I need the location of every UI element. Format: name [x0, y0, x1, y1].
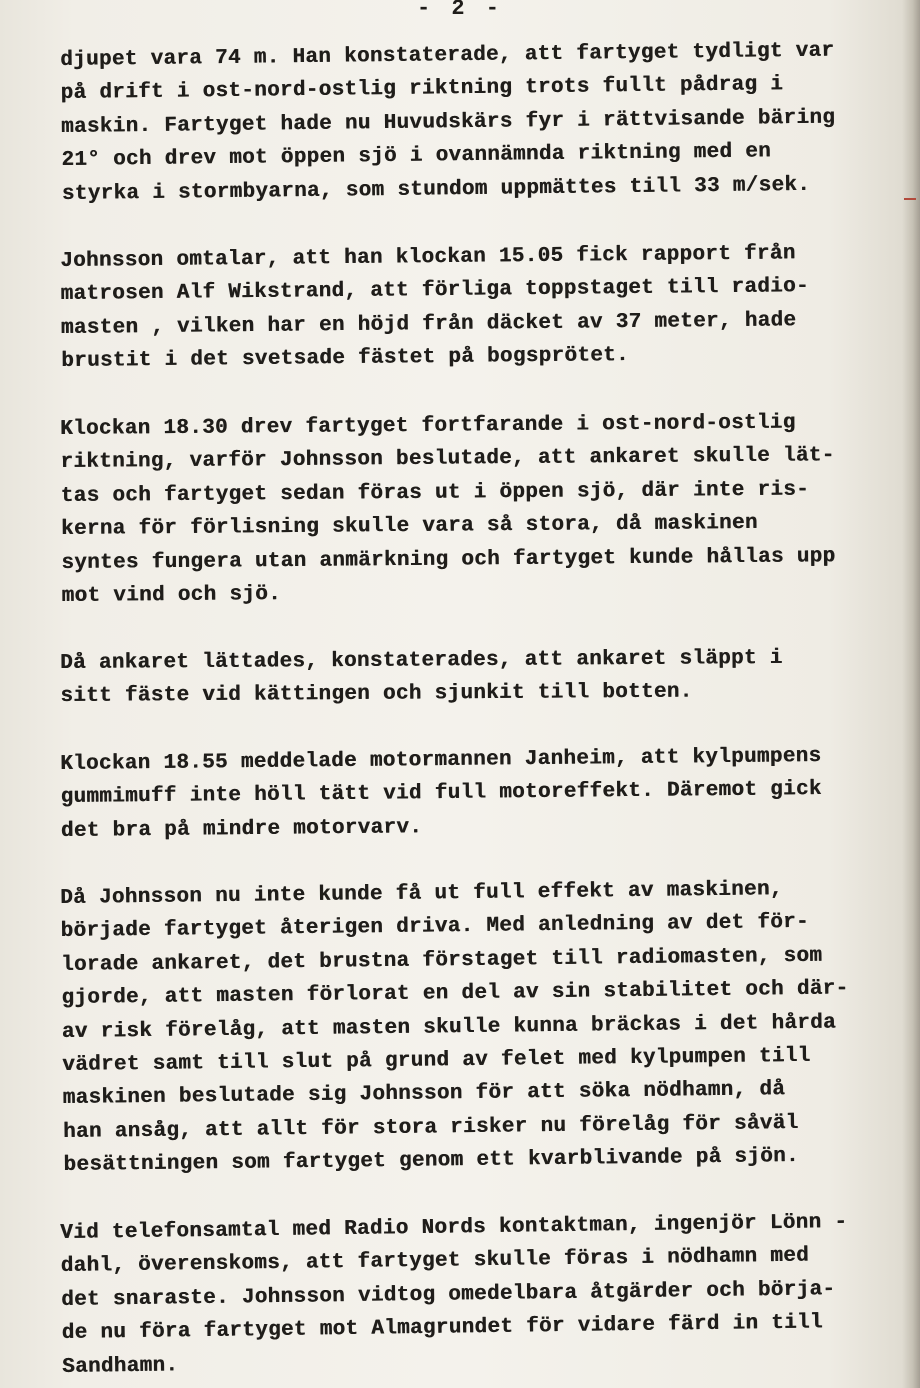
text-line: det snaraste. Johnsson vidtog omedelbara åtgärder och börja- — [61, 1277, 836, 1312]
text-line: började fartyget återigen driva. Med anledning av det för- — [60, 911, 810, 944]
page-number: - 2 - — [416, 0, 503, 21]
text-line: de nu föra fartyget mot Almagrundet för vidare färd in till — [61, 1311, 823, 1345]
text-line: djupet vara 74 m. Han konstaterade, att fartyget tydligt var — [60, 39, 835, 72]
document-body — [60, 39, 860, 1388]
margin-mark — [904, 198, 916, 200]
text-line: besättningen som fartyget genom ett kvarblivande på sjön. — [63, 1145, 799, 1178]
page-edge-shadow — [902, 0, 920, 1388]
text-line: vädret samt till slut på grund av felet med kylpumpen till — [62, 1045, 811, 1078]
paragraph-5 — [60, 740, 861, 849]
text-line: maskinen beslutade sig Johnsson för att söka nödhamn, då — [62, 1078, 786, 1111]
text-line: brustit i det svetsade fästet på bogsprötet. — [61, 344, 630, 374]
text-line: han ansåg, att allt för stora risker nu förelåg för såväl — [62, 1111, 799, 1144]
text-line: Då ankaret lättades, konstaterades, att ankaret släppt i — [60, 647, 783, 676]
paragraph-7 — [60, 1206, 862, 1384]
text-line: mot vind och sjö. — [61, 582, 282, 608]
text-line: matrosen Alf Wikstrand, att förliga toppstaget till radio- — [60, 275, 809, 307]
text-line: Klockan 18.30 drev fartyget fortfarande i ost-nord-ostlig — [60, 411, 796, 441]
text-line: tas och fartyget sedan föras ut i öppen sjö, där inte ris- — [60, 477, 810, 508]
text-line: det bra på mindre motorvarv. — [60, 815, 423, 843]
text-line: gummimuff inte höll tätt vid full motoreffekt. Däremot gick — [60, 778, 822, 810]
text-line: styrka i stormbyarna, som stundom uppmättes till 33 m/sek. — [61, 173, 811, 206]
text-line: lorade ankaret, det brustna förstaget till radiomasten, som — [60, 944, 823, 977]
paragraph-6 — [60, 872, 864, 1182]
text-line: Vid telefonsamtal med Radio Nords kontaktman, ingenjör Lönn - — [60, 1210, 848, 1245]
text-line: Klockan 18.55 meddelade motormannen Janheim, att kylpumpens — [60, 744, 822, 776]
text-line: riktning, varför Johnsson beslutade, att ankaret skulle lät- — [60, 444, 835, 475]
text-line: av risk förelåg, att masten skulle kunna bräckas i det hårda — [61, 1011, 837, 1044]
text-line: kerna för förlisning skulle vara så stora, då maskinen — [60, 511, 758, 541]
paragraph-4 — [60, 642, 860, 714]
text-line: på drift i ost-nord-ostlig riktning trots fullt pådrag i — [60, 73, 784, 106]
paragraph-2 — [60, 237, 861, 379]
text-line: maskin. Fartyget hade nu Huvudskärs fyr i rättvisande bäring — [60, 106, 836, 139]
text-line: dahl, överenskoms, att fartyget skulle föras i nödhamn med — [60, 1244, 810, 1279]
text-line: 21° och drev mot öppen sjö i ovannämnda riktning med en — [61, 140, 772, 173]
text-line: Då Johnsson nu inte kunde få ut full effekt av maskinen, — [60, 878, 783, 911]
text-line: Johnsson omtalar, att han klockan 15.05 fick rapport från — [60, 242, 796, 274]
text-line: syntes fungera utan anmärkning och fartyget kunde hållas upp — [61, 544, 836, 575]
text-line: gjorde, att masten förlorat en del av sin stabilitet och där- — [61, 977, 849, 1011]
text-line: masten , vilken har en höjd från däcket av 37 meter, hade — [60, 309, 797, 340]
text-line: sitt fäste vid kättingen och sjunkit till botten. — [60, 681, 693, 709]
text-line: Sandhamn. — [61, 1353, 179, 1379]
paragraph-1 — [60, 34, 862, 211]
paragraph-3 — [60, 406, 862, 613]
